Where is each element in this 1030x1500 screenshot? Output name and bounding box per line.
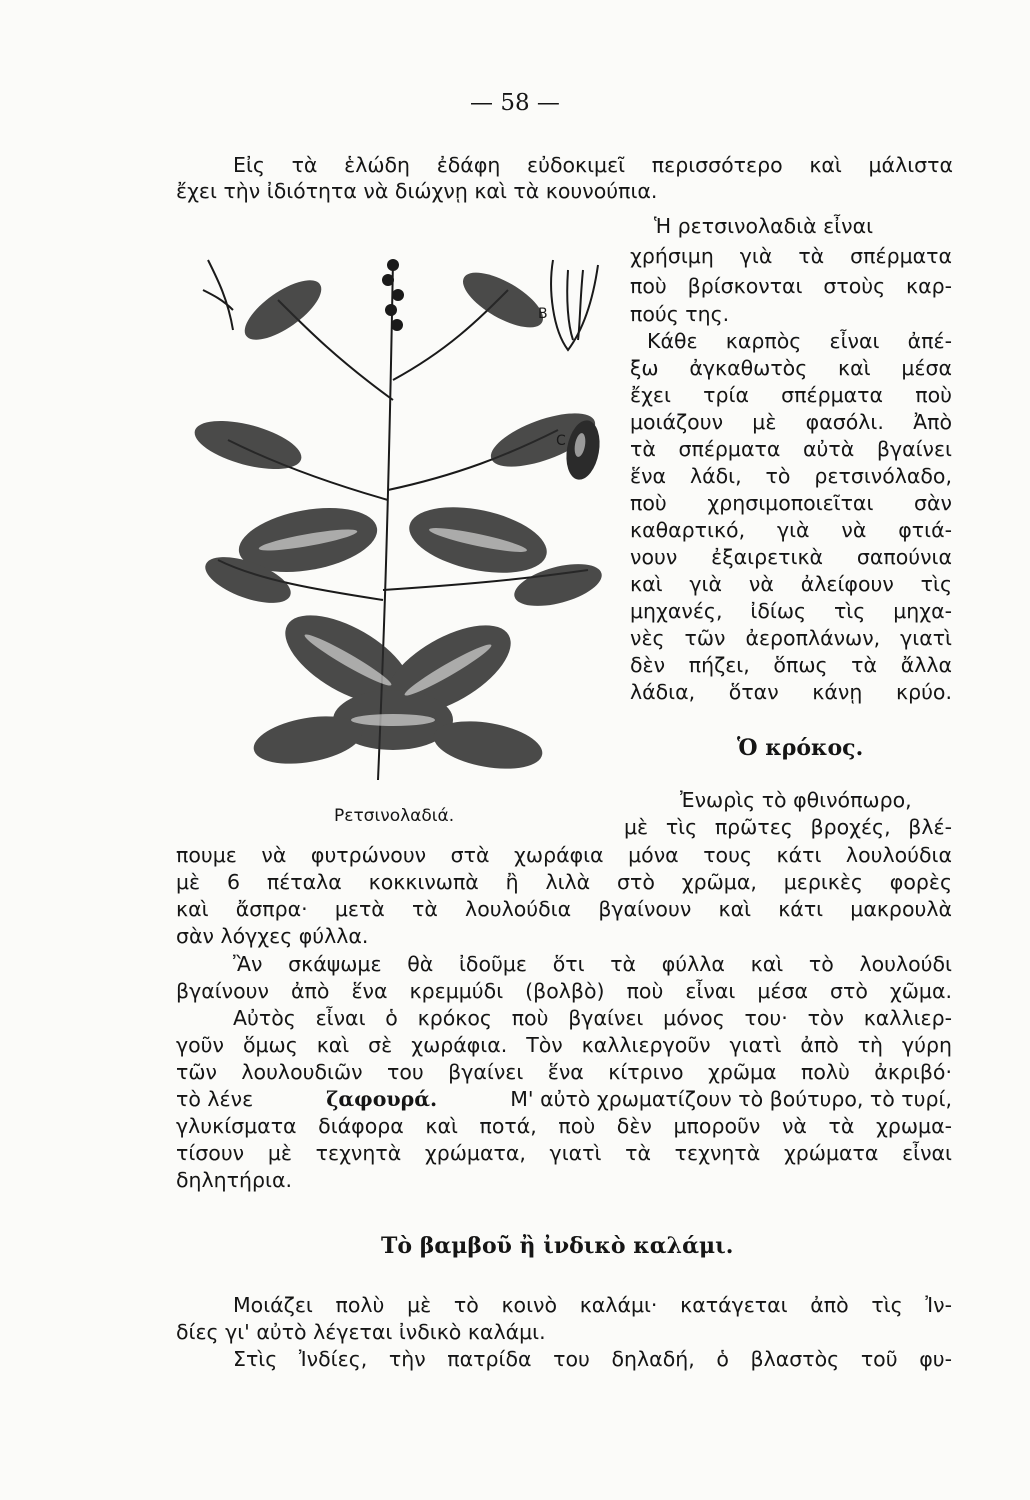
krokos-line-3: καὶ ἄσπρα· μετὰ τὰ λουλούδια βγαίνουν καὶ κάτι μακρουλὰ [176, 897, 952, 921]
zafora-word: ζαφουρά. [326, 1087, 438, 1111]
zafora-line-pre: τὸ λένε [176, 1087, 254, 1111]
bamboo-line-1: Μοιάζει πολὺ μὲ τὸ κοινὸ καλάμι· κατάγεται ἀπὸ τὶς Ἰν- [233, 1293, 952, 1317]
krokos-line-12: τίσουν μὲ τεχνητὰ χρώματα, γιατὶ τὰ τεχνητὰ χρώματα εἶναι [176, 1141, 952, 1165]
ricinus-line-1: Ἡ ρετσινολαδιὰ εἶναι [654, 214, 874, 238]
illustration-caption: Ρετσινολαδιά. [334, 806, 455, 826]
bamboo-line-3: Στὶς Ἰνδίες, τὴν πατρίδα του δηλαδή, ὁ βλαστὸς τοῦ φυ- [233, 1347, 952, 1371]
label-b: Β [538, 306, 548, 322]
ricinus-line-4: πούς της. [630, 302, 730, 326]
ricinus-line-17: δὲν πήζει, ὅπως τὰ ἄλλα [630, 653, 952, 677]
intro-line-2: ἔχει τὴν ἰδιότητα νὰ διώχνῃ καὶ τὰ κουνούπια. [176, 179, 658, 203]
ricinus-line-7: ἔχει τρία σπέρματα ποὺ [630, 383, 952, 407]
ricinus-line-6: ξω ἀγκαθωτὸς καὶ μέσα [630, 356, 952, 380]
ricinus-line-11: ποὺ χρησιμοποιεῖται σὰν [630, 491, 952, 515]
ricinus-line-15: μηχανές, ἰδίως τὶς μηχα- [630, 599, 952, 623]
ricinus-line-2: χρήσιμη γιὰ τὰ σπέρματα [630, 244, 952, 268]
bamboo-heading: Τὸ βαμβοῦ ἢ ἰνδικὸ καλάμι. [381, 1233, 734, 1259]
krokos-line-7: Αὐτὸς εἶναι ὁ κρόκος ποὺ βγαίνει μόνος του· τὸν καλλιερ- [233, 1006, 952, 1030]
krokos-col-line-1: Ἐνωρὶς τὸ φθινόπωρο, [680, 788, 912, 812]
krokos-line-9: τῶν λουλουδιῶν του βγαίνει ἕνα κίτρινο χρῶμα πολὺ ἀκριβό· [176, 1060, 952, 1084]
krokos-col-line-2: μὲ τὶς πρῶτες βροχές, βλέ- [624, 815, 952, 839]
krokos-line-8: γοῦν ὅμως καὶ σὲ χωράφια. Τὸν καλλιεργοῦν γιατὶ ἀπὸ τὴ γύρη [176, 1033, 952, 1057]
page-number: — 58 — [470, 90, 560, 116]
krokos-line-6: βγαίνουν ἀπὸ ἕνα κρεμμύδι (βολβὸ) ποὺ εἶναι μέσα στὸ χῶμα. [176, 979, 952, 1003]
krokos-line-10 [176, 1087, 952, 1111]
ricinus-line-3: ποὺ βρίσκονται στοὺς καρ- [630, 274, 952, 298]
ricinus-line-18: λάδια, ὅταν κάνῃ κρύο. [630, 680, 952, 704]
zafora-line-post: Μ' αὐτὸ χρωματίζουν τὸ βούτυρο, τὸ τυρί, [510, 1087, 952, 1111]
krokos-line-2: μὲ 6 πέταλα κοκκινωπὰ ἢ λιλὰ στὸ χρῶμα, μερικὲς φορὲς [176, 870, 952, 894]
ricinus-plant-illustration [188, 240, 613, 795]
ricinus-line-10: ἕνα λάδι, τὸ ρετσινόλαδο, [630, 464, 952, 488]
krokos-line-4: σὰν λόγχες φύλλα. [176, 924, 369, 948]
krokos-line-1: πουμε νὰ φυτρώνουν στὰ χωράφια μόνα τους κάτι λουλούδια [176, 843, 952, 867]
ricinus-line-13: νουν ἐξαιρετικὰ σαπούνια [630, 545, 952, 569]
ricinus-line-12: καθαρτικό, γιὰ νὰ φτιά- [630, 518, 952, 542]
bamboo-line-2: δίες γι' αὐτὸ λέγεται ἰνδικὸ καλάμι. [176, 1320, 546, 1344]
label-c: C [556, 433, 566, 449]
ricinus-line-5: Κάθε καρπὸς εἶναι ἀπέ- [647, 329, 952, 353]
ricinus-line-8: μοιάζουν μὲ φασόλι. Ἀπὸ [630, 410, 952, 434]
krokos-line-13: δηλητήρια. [176, 1168, 292, 1192]
krokos-heading: Ὁ κρόκος. [737, 735, 864, 761]
intro-line-1: Εἰς τὰ ἑλώδη ἐδάφη εὐδοκιμεῖ περισσότερο καὶ μάλιστα [233, 153, 953, 177]
ricinus-line-14: καὶ γιὰ νὰ ἀλείφουν τὶς [630, 572, 952, 596]
krokos-line-5: Ἂν σκάψωμε θὰ ἰδοῦμε ὅτι τὰ φύλλα καὶ τὸ λουλούδι [233, 952, 952, 976]
krokos-line-11: γλυκίσματα διάφορα καὶ ποτά, ποὺ δὲν μποροῦν νὰ τὰ χρωμα- [176, 1114, 952, 1138]
ricinus-line-9: τὰ σπέρματα αὐτὰ βγαίνει [630, 437, 952, 461]
ricinus-line-16: νὲς τῶν ἀεροπλάνων, γιατὶ [630, 626, 952, 650]
